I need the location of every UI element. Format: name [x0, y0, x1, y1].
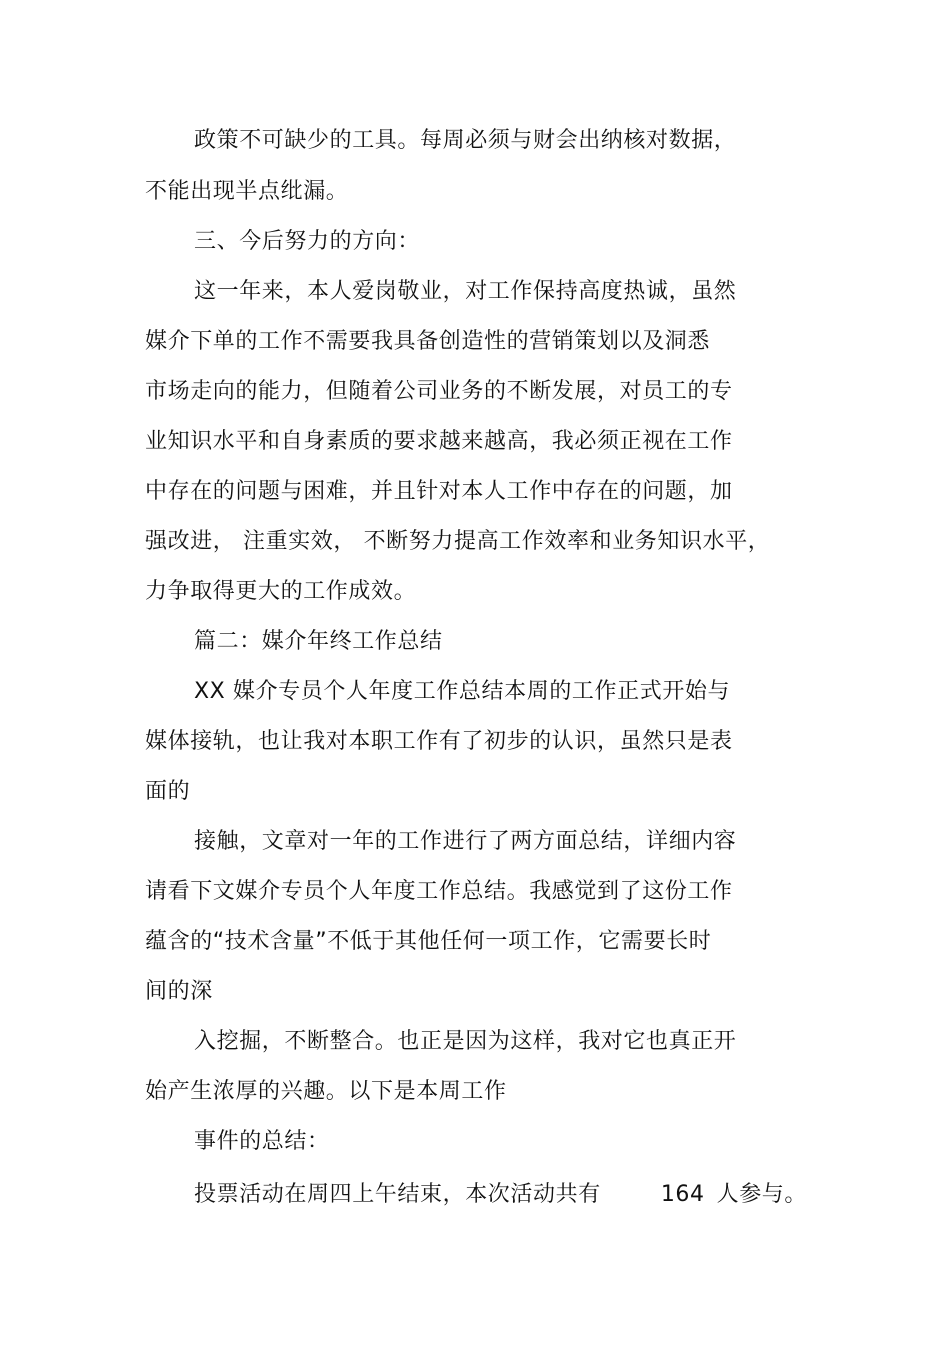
paragraph-line: 事件的总结： — [194, 1129, 330, 1154]
paragraph-line: 这一年来，本人爱岗敬业，对工作保持高度热诚，虽然 — [194, 279, 737, 304]
paragraph-line: 请看下文媒介专员个人年度工作总结。我感觉到了这份工作 — [145, 879, 733, 904]
line-text: 投票活动在周四上午结束，本次活动共有 — [194, 1182, 601, 1207]
paragraph-line: 政策不可缺少的工具。每周必须与财会出纳核对数据， — [194, 128, 737, 153]
paragraph-line: 入挖掘，不断整合。也正是因为这样，我对它也真正开 — [194, 1029, 737, 1054]
participant-count: 164 — [660, 1182, 705, 1207]
paragraph-line: 媒体接轨，也让我对本职工作有了初步的认识，虽然只是表 — [145, 729, 733, 754]
line-text: 人参与。 — [716, 1182, 808, 1207]
paragraph-line: 强改进， 注重实效， 不断努力提高工作效率和业务知识水平， — [145, 529, 771, 554]
paragraph-line: 不能出现半点纰漏。 — [145, 179, 349, 204]
paragraph-line: 蕴含的“技术含量”不低于其他任何一项工作，它需要长时 — [145, 929, 712, 954]
paragraph-line: 间的深 — [145, 979, 213, 1004]
paragraph-line: 媒介下单的工作不需要我具备创造性的营销策划以及洞悉 — [145, 329, 711, 354]
paragraph-line: XX 媒介专员个人年度工作总结本周的工作正式开始与 — [194, 679, 731, 704]
paragraph-line: 市场走向的能力，但随着公司业务的不断发展，对员工的专 — [145, 379, 733, 404]
paragraph-line: 始产生浓厚的兴趣。以下是本周工作 — [145, 1079, 507, 1104]
paragraph-line: 业知识水平和自身素质的要求越来越高，我必须正视在工作 — [145, 429, 733, 454]
section-heading: 篇二：媒介年终工作总结 — [194, 629, 443, 654]
paragraph-line — [194, 1180, 807, 1210]
paragraph-line: 面的 — [145, 779, 191, 804]
section-heading: 三、今后努力的方向： — [194, 229, 421, 254]
paragraph-line: 接触，文章对一年的工作进行了两方面总结，详细内容 — [194, 829, 737, 854]
paragraph-line: 中存在的问题与困难，并且针对本人工作中存在的问题，加 — [145, 479, 733, 504]
paragraph-line: 力争取得更大的工作成效。 — [145, 579, 417, 604]
